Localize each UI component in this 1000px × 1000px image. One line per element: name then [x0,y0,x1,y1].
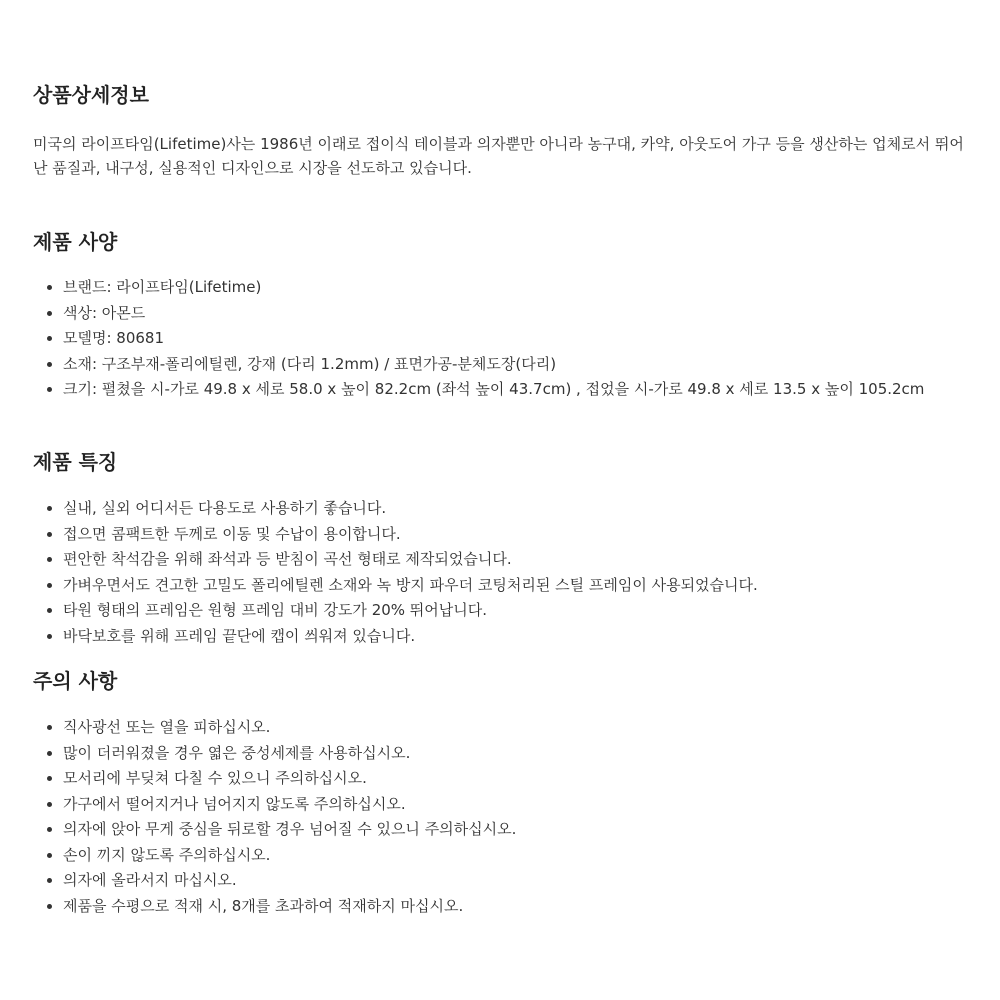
cautions-list [33,715,970,919]
caution-item: • 제품을 수평으로 적재 시, 8개를 초과하여 적재하지 마십시오. [63,894,970,920]
features-title: 제품 특징 [33,450,118,474]
spec-item-brand: • 브랜드: 라이프타임(Lifetime) [63,275,970,301]
spec-item-material: • 소재: 구조부재-폴리에틸렌, 강재 (다리 1.2mm) / 표면가공-분체도장(다리) [63,352,970,378]
product-info-section [33,82,970,180]
feature-item: • 편안한 착석감을 위해 좌석과 등 받침이 곡선 형태로 제작되었습니다. [63,547,970,573]
caution-item: • 의자에 올라서지 마십시오. [63,868,970,894]
feature-item: • 가벼우면서도 견고한 고밀도 폴리에틸렌 소재와 녹 방지 파우더 코팅처리된 스틸 프레임이 사용되었습니다. [63,573,970,599]
caution-item: • 가구에서 떨어지거나 넘어지지 않도록 주의하십시오. [63,792,970,818]
spec-item-size: • 크기: 펼쳤을 시-가로 49.8 x 세로 58.0 x 높이 82.2cm (좌석 높이 43.7cm) , 접었을 시-가로 49.8 x 세로 13.5 x 높이 105.2cm [63,377,970,403]
caution-item: • 의자에 앉아 무게 중심을 뒤로할 경우 넘어질 수 있으니 주의하십시오. [63,817,970,843]
feature-item: • 타원 형태의 프레임은 원형 프레임 대비 강도가 20% 뛰어납니다. [63,598,970,624]
feature-item: • 바닥보호를 위해 프레임 끝단에 캡이 씌워져 있습니다. [63,624,970,650]
spec-item-color: • 색상: 아몬드 [63,301,970,327]
caution-item: • 직사광선 또는 열을 피하십시오. [63,715,970,741]
product-description: 미국의 라이프타임(Lifetime)사는 1986년 이래로 접이식 테이블과 의자뿐만 아니라 농구대, 카약, 아웃도어 가구 등을 생산하는 업체로서 뛰어난 품질과, 내구성, 실용적인 디자인으로 시장을 선도하고 있습니다. [33,135,964,177]
features-section [33,449,970,649]
specs-list [33,275,970,403]
product-info-title: 상품상세정보 [33,83,149,107]
cautions-section [33,668,970,919]
caution-item: • 많이 더러워졌을 경우 엷은 중성세제를 사용하십시오. [63,741,970,767]
features-list [33,496,970,649]
feature-item: • 실내, 실외 어디서든 다용도로 사용하기 좋습니다. [63,496,970,522]
specs-title: 제품 사양 [33,230,118,254]
feature-item: • 접으면 콤팩트한 두께로 이동 및 수납이 용이합니다. [63,522,970,548]
caution-item: • 손이 끼지 않도록 주의하십시오. [63,843,970,869]
caution-item: • 모서리에 부딪쳐 다칠 수 있으니 주의하십시오. [63,766,970,792]
spec-item-model: • 모델명: 80681 [63,326,970,352]
cautions-title: 주의 사항 [33,669,118,693]
specs-section [33,229,970,403]
